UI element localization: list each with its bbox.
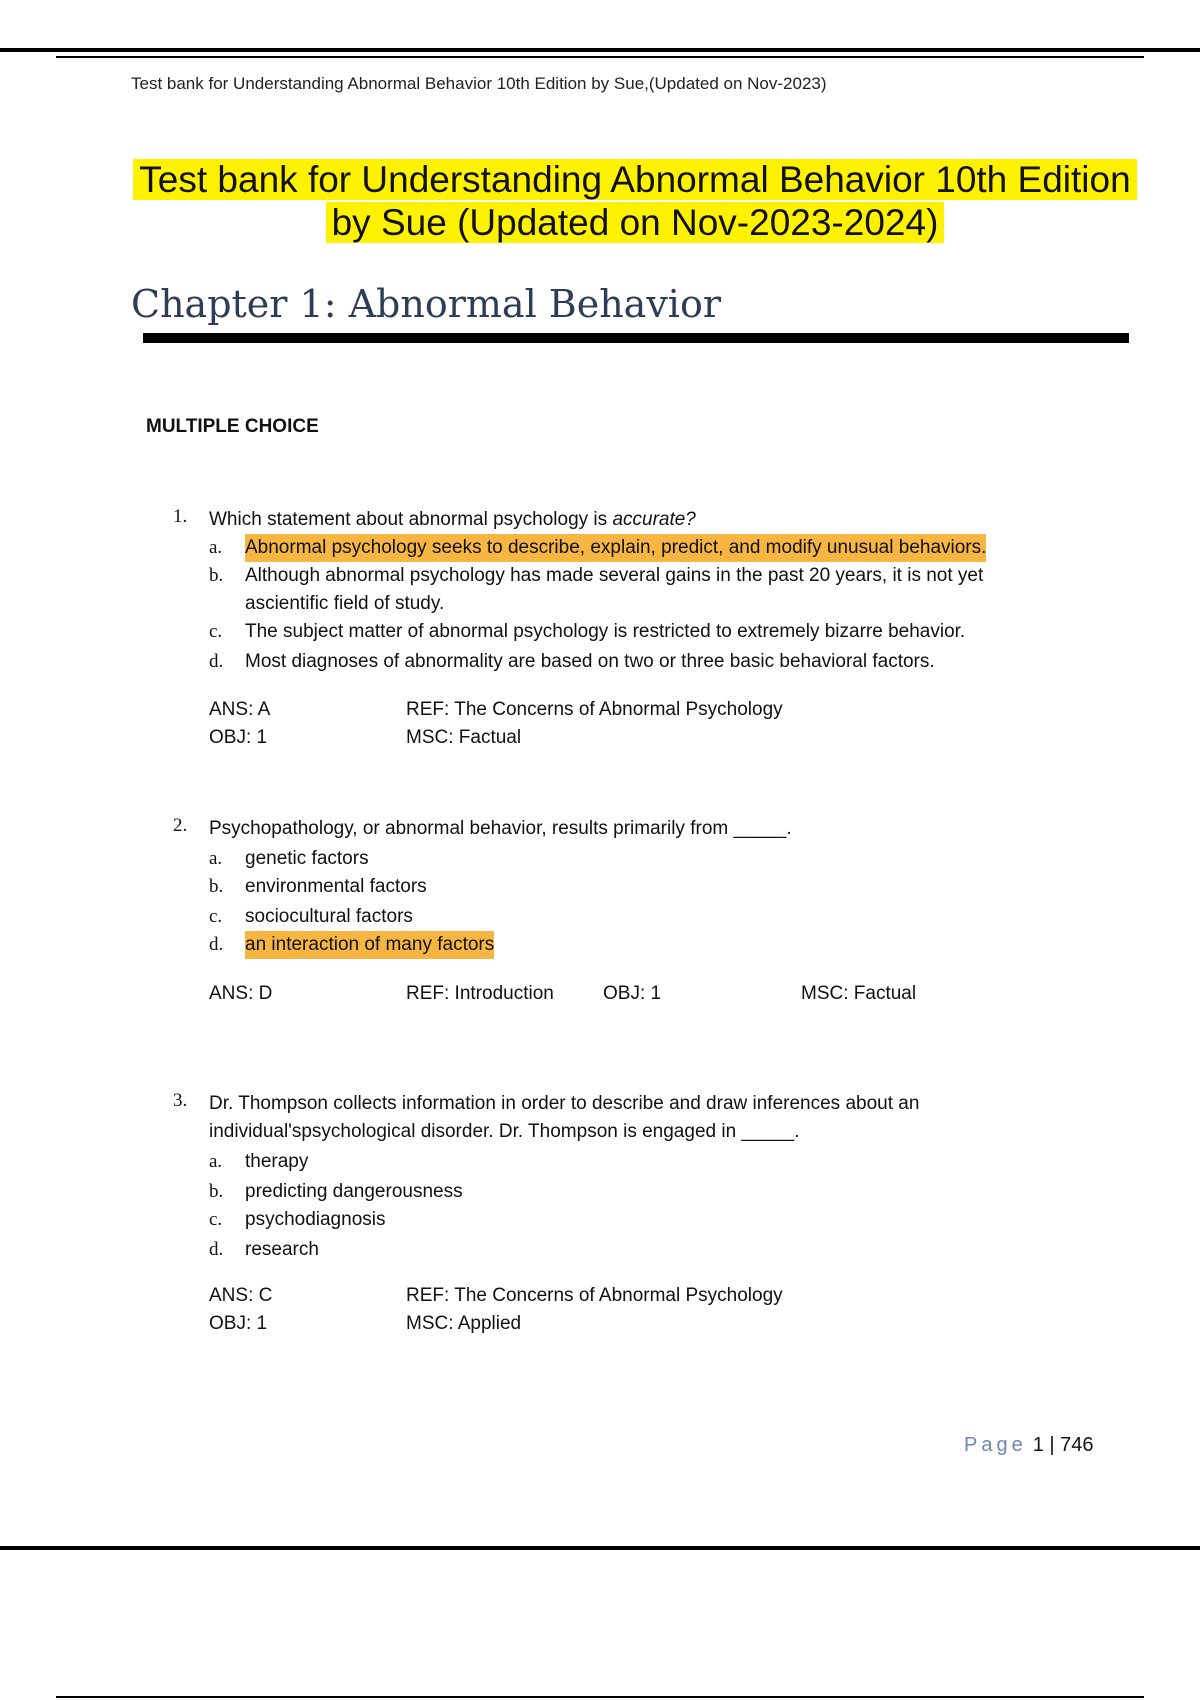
question-number: 2. [173, 815, 188, 836]
page-label: Page [964, 1434, 1027, 1456]
option-letter: c. [209, 1209, 223, 1230]
section-heading: MULTIPLE CHOICE [146, 416, 319, 437]
answer-key: ANS: A [209, 699, 271, 720]
option-text: therapy [245, 1151, 309, 1172]
option-text: environmental factors [245, 876, 427, 897]
option-letter: d. [209, 651, 224, 672]
question-stem: Dr. Thompson collects information in order to describe and draw inferences about an individual'spsychological disorder. Dr. Thompson is engaged in _____. [209, 1093, 920, 1142]
option-letter: a. [209, 1151, 223, 1172]
question-stem [209, 506, 1069, 534]
page-count: 1 | 746 [1032, 1434, 1094, 1456]
question-number: 3. [173, 1090, 188, 1111]
stem-text: Which statement about abnormal psychology is [209, 509, 613, 530]
reference: REF: Introduction [406, 983, 554, 1004]
option-text: The subject matter of abnormal psychology is restricted to extremely bizarre behavior. [245, 621, 966, 642]
option-text: genetic factors [245, 848, 369, 869]
option-letter: c. [209, 906, 223, 927]
chapter-underline [143, 333, 1129, 343]
option-letter: a. [209, 537, 223, 558]
page-number [964, 1434, 1094, 1457]
option-letter: a. [209, 848, 223, 869]
stem-emphasis: accurate? [612, 509, 696, 530]
running-head: Test bank for Understanding Abnormal Behavior 10th Edition by Sue,(Updated on Nov-2023) [131, 74, 827, 93]
question-stem: Psychopathology, or abnormal behavior, results primarily from _____. [209, 818, 792, 839]
bottom-rule [0, 1546, 1200, 1550]
option-letter: c. [209, 621, 223, 642]
misc-type: MSC: Factual [406, 727, 522, 748]
option-text: Most diagnoses of abnormality are based on two or three basic behavioral factors. [245, 651, 935, 672]
reference: REF: The Concerns of Abnormal Psychology [406, 1285, 783, 1306]
option-letter: b. [209, 876, 224, 897]
option-text-correct: Abnormal psychology seeks to describe, explain, predict, and modify unusual behaviors. [245, 534, 986, 562]
option-text: research [245, 1239, 319, 1260]
option-letter: d. [209, 934, 224, 955]
top-rule [0, 48, 1200, 52]
answer-key: ANS: D [209, 983, 273, 1004]
question-number: 1. [173, 506, 188, 527]
option-text: Although abnormal psychology has made several gains in the past 20 years, it is not yet ascientific field of study. [245, 565, 984, 614]
option-letter: b. [209, 565, 224, 586]
option-text: psychodiagnosis [245, 1209, 386, 1230]
document-title [100, 158, 1170, 244]
top-rule-thin [56, 56, 1144, 58]
bottom-rule-thin [56, 1696, 1144, 1698]
title-line-1: Test bank for Understanding Abnormal Behavior 10th Edition [133, 159, 1136, 200]
answer-key: ANS: C [209, 1285, 273, 1306]
title-line-2: by Sue (Updated on Nov-2023-2024) [326, 202, 945, 243]
option-letter: d. [209, 1239, 224, 1260]
objective: OBJ: 1 [209, 1313, 268, 1334]
option-letter: b. [209, 1181, 224, 1202]
option-text-correct: an interaction of many factors [245, 931, 494, 959]
objective: OBJ: 1 [209, 727, 268, 748]
reference: REF: The Concerns of Abnormal Psychology [406, 699, 783, 720]
misc-type: MSC: Factual [801, 983, 917, 1004]
chapter-heading: Chapter 1: Abnormal Behavior [131, 282, 722, 326]
objective: OBJ: 1 [603, 983, 662, 1004]
option-text: sociocultural factors [245, 906, 413, 927]
option-text: predicting dangerousness [245, 1181, 463, 1202]
misc-type: MSC: Applied [406, 1313, 522, 1334]
